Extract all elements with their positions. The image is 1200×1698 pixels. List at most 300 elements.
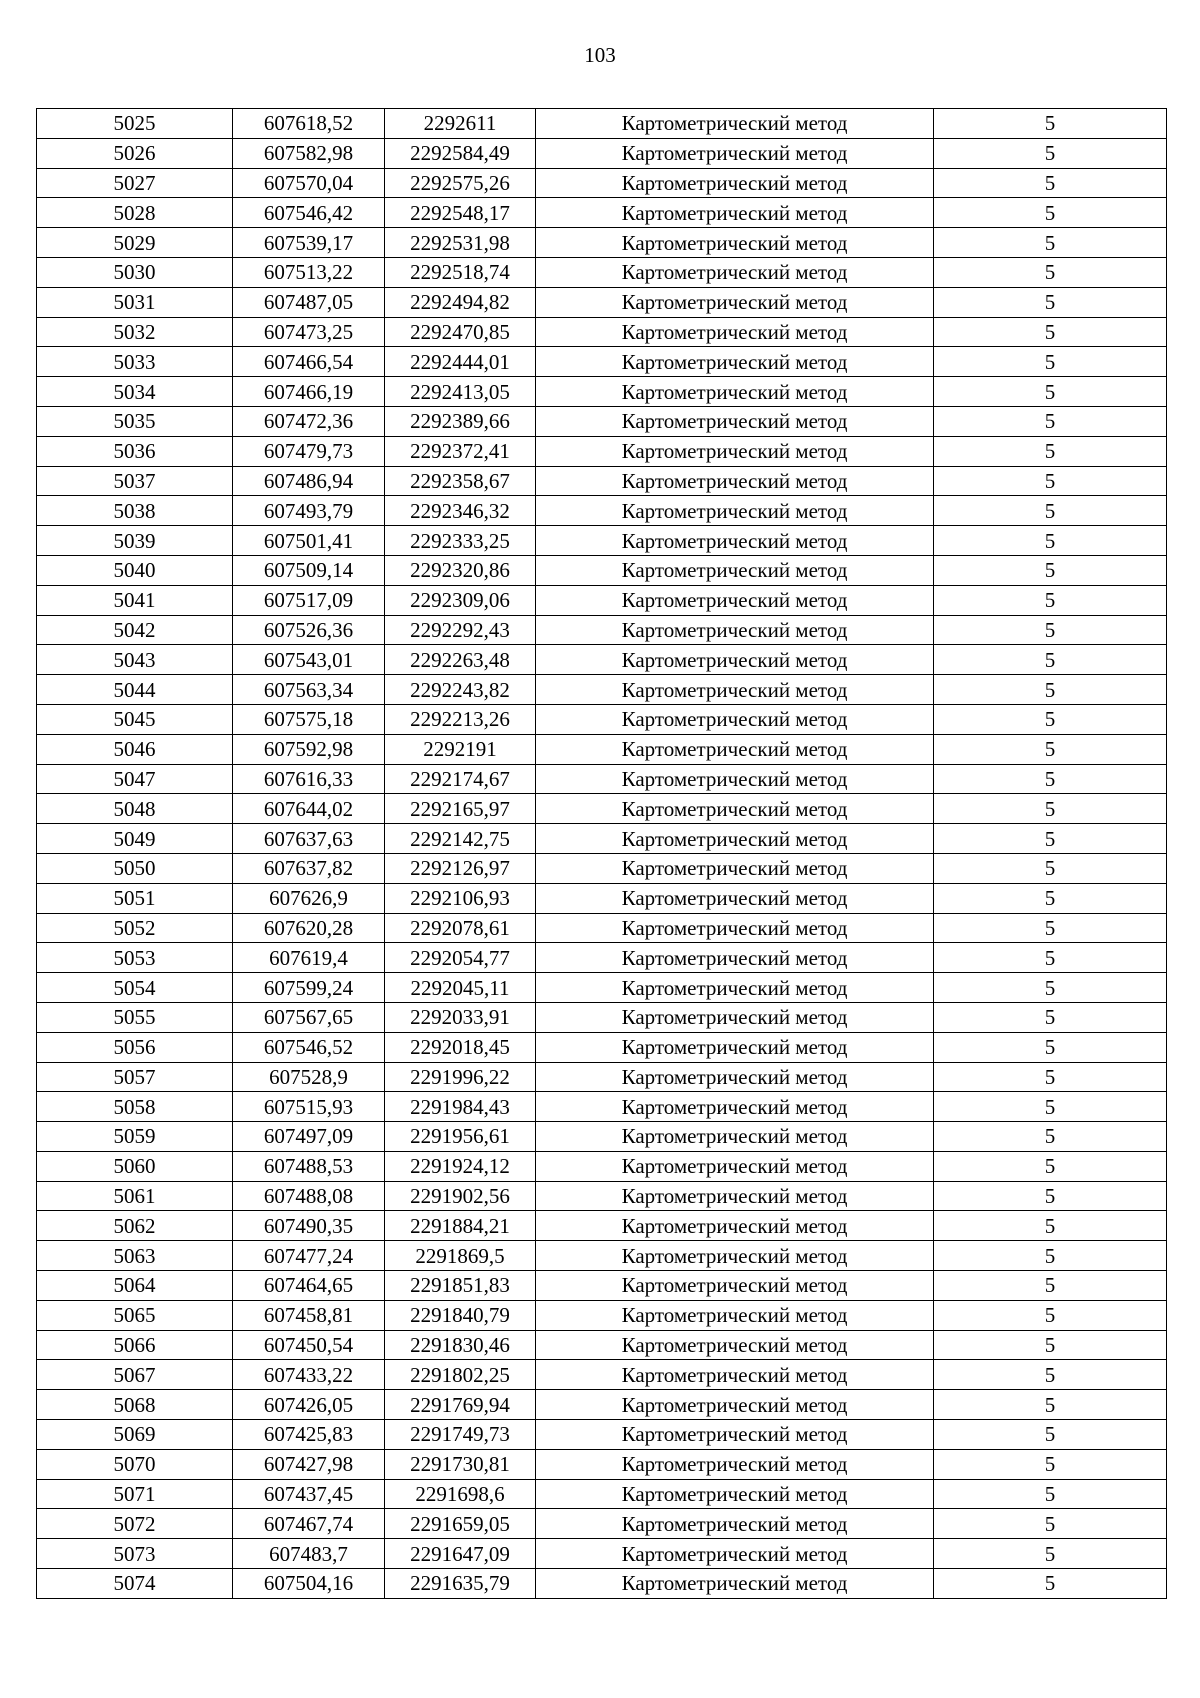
x-coordinate-cell: 607626,9 bbox=[233, 883, 385, 913]
x-coordinate-cell: 607483,7 bbox=[233, 1539, 385, 1569]
y-coordinate-cell: 2292165,97 bbox=[385, 794, 536, 824]
accuracy-cell: 5 bbox=[934, 317, 1167, 347]
table-row bbox=[37, 526, 1167, 556]
y-coordinate-cell: 2292584,49 bbox=[385, 138, 536, 168]
point-number-cell: 5041 bbox=[37, 585, 233, 615]
table-row bbox=[37, 615, 1167, 645]
x-coordinate-cell: 607528,9 bbox=[233, 1062, 385, 1092]
y-coordinate-cell: 2291659,05 bbox=[385, 1509, 536, 1539]
point-number-cell: 5067 bbox=[37, 1360, 233, 1390]
page-number: 103 bbox=[584, 43, 616, 67]
point-number-cell: 5047 bbox=[37, 764, 233, 794]
x-coordinate-cell: 607493,79 bbox=[233, 496, 385, 526]
method-cell: Картометрический метод bbox=[536, 1092, 934, 1122]
x-coordinate-cell: 607539,17 bbox=[233, 228, 385, 258]
x-coordinate-cell: 607620,28 bbox=[233, 913, 385, 943]
method-cell: Картометрический метод bbox=[536, 198, 934, 228]
method-cell: Картометрический метод bbox=[536, 228, 934, 258]
table-row bbox=[37, 1300, 1167, 1330]
accuracy-cell: 5 bbox=[934, 585, 1167, 615]
method-cell: Картометрический метод bbox=[536, 555, 934, 585]
table-row bbox=[37, 734, 1167, 764]
x-coordinate-cell: 607501,41 bbox=[233, 526, 385, 556]
x-coordinate-cell: 607582,98 bbox=[233, 138, 385, 168]
table-row bbox=[37, 1479, 1167, 1509]
method-cell: Картометрический метод bbox=[536, 347, 934, 377]
y-coordinate-cell: 2292444,01 bbox=[385, 347, 536, 377]
accuracy-cell: 5 bbox=[934, 109, 1167, 139]
accuracy-cell: 5 bbox=[934, 1002, 1167, 1032]
y-coordinate-cell: 2291902,56 bbox=[385, 1181, 536, 1211]
accuracy-cell: 5 bbox=[934, 138, 1167, 168]
point-number-cell: 5066 bbox=[37, 1330, 233, 1360]
method-cell: Картометрический метод bbox=[536, 496, 934, 526]
method-cell: Картометрический метод bbox=[536, 436, 934, 466]
accuracy-cell: 5 bbox=[934, 406, 1167, 436]
accuracy-cell: 5 bbox=[934, 794, 1167, 824]
y-coordinate-cell: 2292389,66 bbox=[385, 406, 536, 436]
y-coordinate-cell: 2292174,67 bbox=[385, 764, 536, 794]
point-number-cell: 5061 bbox=[37, 1181, 233, 1211]
y-coordinate-cell: 2292309,06 bbox=[385, 585, 536, 615]
y-coordinate-cell: 2292033,91 bbox=[385, 1002, 536, 1032]
x-coordinate-cell: 607466,54 bbox=[233, 347, 385, 377]
x-coordinate-cell: 607570,04 bbox=[233, 168, 385, 198]
y-coordinate-cell: 2292494,82 bbox=[385, 287, 536, 317]
y-coordinate-cell: 2292213,26 bbox=[385, 704, 536, 734]
accuracy-cell: 5 bbox=[934, 168, 1167, 198]
x-coordinate-cell: 607616,33 bbox=[233, 764, 385, 794]
table-row bbox=[37, 943, 1167, 973]
x-coordinate-cell: 607526,36 bbox=[233, 615, 385, 645]
table-row bbox=[37, 973, 1167, 1003]
x-coordinate-cell: 607467,74 bbox=[233, 1509, 385, 1539]
table-row bbox=[37, 168, 1167, 198]
accuracy-cell: 5 bbox=[934, 1271, 1167, 1301]
table-row bbox=[37, 585, 1167, 615]
x-coordinate-cell: 607575,18 bbox=[233, 704, 385, 734]
point-number-cell: 5042 bbox=[37, 615, 233, 645]
point-number-cell: 5071 bbox=[37, 1479, 233, 1509]
method-cell: Картометрический метод bbox=[536, 853, 934, 883]
accuracy-cell: 5 bbox=[934, 1211, 1167, 1241]
method-cell: Картометрический метод bbox=[536, 764, 934, 794]
point-number-cell: 5050 bbox=[37, 853, 233, 883]
y-coordinate-cell: 2292054,77 bbox=[385, 943, 536, 973]
y-coordinate-cell: 2292346,32 bbox=[385, 496, 536, 526]
point-number-cell: 5070 bbox=[37, 1449, 233, 1479]
x-coordinate-cell: 607497,09 bbox=[233, 1122, 385, 1152]
x-coordinate-cell: 607473,25 bbox=[233, 317, 385, 347]
method-cell: Картометрический метод bbox=[536, 1032, 934, 1062]
point-number-cell: 5029 bbox=[37, 228, 233, 258]
y-coordinate-cell: 2291698,6 bbox=[385, 1479, 536, 1509]
method-cell: Картометрический метод bbox=[536, 794, 934, 824]
accuracy-cell: 5 bbox=[934, 1181, 1167, 1211]
point-number-cell: 5060 bbox=[37, 1151, 233, 1181]
x-coordinate-cell: 607488,53 bbox=[233, 1151, 385, 1181]
accuracy-cell: 5 bbox=[934, 436, 1167, 466]
accuracy-cell: 5 bbox=[934, 1122, 1167, 1152]
table-row bbox=[37, 794, 1167, 824]
point-number-cell: 5043 bbox=[37, 645, 233, 675]
accuracy-cell: 5 bbox=[934, 1330, 1167, 1360]
method-cell: Картометрический метод bbox=[536, 1181, 934, 1211]
y-coordinate-cell: 2292142,75 bbox=[385, 824, 536, 854]
table-row bbox=[37, 317, 1167, 347]
x-coordinate-cell: 607437,45 bbox=[233, 1479, 385, 1509]
point-number-cell: 5056 bbox=[37, 1032, 233, 1062]
method-cell: Картометрический метод bbox=[536, 1449, 934, 1479]
x-coordinate-cell: 607472,36 bbox=[233, 406, 385, 436]
x-coordinate-cell: 607637,63 bbox=[233, 824, 385, 854]
method-cell: Картометрический метод bbox=[536, 615, 934, 645]
accuracy-cell: 5 bbox=[934, 824, 1167, 854]
x-coordinate-cell: 607509,14 bbox=[233, 555, 385, 585]
method-cell: Картометрический метод bbox=[536, 704, 934, 734]
table-row bbox=[37, 1449, 1167, 1479]
accuracy-cell: 5 bbox=[934, 734, 1167, 764]
point-number-cell: 5053 bbox=[37, 943, 233, 973]
point-number-cell: 5048 bbox=[37, 794, 233, 824]
table-row bbox=[37, 1509, 1167, 1539]
y-coordinate-cell: 2292333,25 bbox=[385, 526, 536, 556]
point-number-cell: 5052 bbox=[37, 913, 233, 943]
table-row bbox=[37, 1569, 1167, 1599]
table-row bbox=[37, 1002, 1167, 1032]
table-row bbox=[37, 377, 1167, 407]
y-coordinate-cell: 2292413,05 bbox=[385, 377, 536, 407]
method-cell: Картометрический метод bbox=[536, 1330, 934, 1360]
x-coordinate-cell: 607563,34 bbox=[233, 675, 385, 705]
y-coordinate-cell: 2292243,82 bbox=[385, 675, 536, 705]
point-number-cell: 5069 bbox=[37, 1420, 233, 1450]
point-number-cell: 5057 bbox=[37, 1062, 233, 1092]
y-coordinate-cell: 2291851,83 bbox=[385, 1271, 536, 1301]
x-coordinate-cell: 607426,05 bbox=[233, 1390, 385, 1420]
y-coordinate-cell: 2291769,94 bbox=[385, 1390, 536, 1420]
accuracy-cell: 5 bbox=[934, 645, 1167, 675]
point-number-cell: 5051 bbox=[37, 883, 233, 913]
table-row bbox=[37, 913, 1167, 943]
x-coordinate-cell: 607458,81 bbox=[233, 1300, 385, 1330]
table-row bbox=[37, 228, 1167, 258]
method-cell: Картометрический метод bbox=[536, 1211, 934, 1241]
y-coordinate-cell: 2292548,17 bbox=[385, 198, 536, 228]
y-coordinate-cell: 2292518,74 bbox=[385, 257, 536, 287]
y-coordinate-cell: 2292106,93 bbox=[385, 883, 536, 913]
y-coordinate-cell: 2292263,48 bbox=[385, 645, 536, 675]
y-coordinate-cell: 2292470,85 bbox=[385, 317, 536, 347]
y-coordinate-cell: 2292358,67 bbox=[385, 466, 536, 496]
accuracy-cell: 5 bbox=[934, 287, 1167, 317]
method-cell: Картометрический метод bbox=[536, 1360, 934, 1390]
accuracy-cell: 5 bbox=[934, 1360, 1167, 1390]
method-cell: Картометрический метод bbox=[536, 1062, 934, 1092]
method-cell: Картометрический метод bbox=[536, 1300, 934, 1330]
y-coordinate-cell: 2291647,09 bbox=[385, 1539, 536, 1569]
y-coordinate-cell: 2291730,81 bbox=[385, 1449, 536, 1479]
y-coordinate-cell: 2292018,45 bbox=[385, 1032, 536, 1062]
y-coordinate-cell: 2292126,97 bbox=[385, 853, 536, 883]
accuracy-cell: 5 bbox=[934, 555, 1167, 585]
method-cell: Картометрический метод bbox=[536, 526, 934, 556]
table-row bbox=[37, 1420, 1167, 1450]
table-row bbox=[37, 1122, 1167, 1152]
accuracy-cell: 5 bbox=[934, 1151, 1167, 1181]
accuracy-cell: 5 bbox=[934, 198, 1167, 228]
point-number-cell: 5044 bbox=[37, 675, 233, 705]
accuracy-cell: 5 bbox=[934, 496, 1167, 526]
point-number-cell: 5039 bbox=[37, 526, 233, 556]
y-coordinate-cell: 2291635,79 bbox=[385, 1569, 536, 1599]
method-cell: Картометрический метод bbox=[536, 1271, 934, 1301]
table-row bbox=[37, 496, 1167, 526]
table-row bbox=[37, 675, 1167, 705]
table-row bbox=[37, 257, 1167, 287]
method-cell: Картометрический метод bbox=[536, 257, 934, 287]
x-coordinate-cell: 607464,65 bbox=[233, 1271, 385, 1301]
method-cell: Картометрический метод bbox=[536, 168, 934, 198]
accuracy-cell: 5 bbox=[934, 1449, 1167, 1479]
point-number-cell: 5032 bbox=[37, 317, 233, 347]
table-row bbox=[37, 555, 1167, 585]
point-number-cell: 5036 bbox=[37, 436, 233, 466]
table-row bbox=[37, 138, 1167, 168]
method-cell: Картометрический метод bbox=[536, 675, 934, 705]
coordinates-table bbox=[36, 108, 1167, 1599]
point-number-cell: 5063 bbox=[37, 1241, 233, 1271]
table-row bbox=[37, 853, 1167, 883]
point-number-cell: 5026 bbox=[37, 138, 233, 168]
method-cell: Картометрический метод bbox=[536, 1390, 934, 1420]
y-coordinate-cell: 2292320,86 bbox=[385, 555, 536, 585]
accuracy-cell: 5 bbox=[934, 466, 1167, 496]
point-number-cell: 5064 bbox=[37, 1271, 233, 1301]
x-coordinate-cell: 607644,02 bbox=[233, 794, 385, 824]
x-coordinate-cell: 607490,35 bbox=[233, 1211, 385, 1241]
table-row bbox=[37, 1330, 1167, 1360]
point-number-cell: 5059 bbox=[37, 1122, 233, 1152]
table-row bbox=[37, 1211, 1167, 1241]
method-cell: Картометрический метод bbox=[536, 287, 934, 317]
x-coordinate-cell: 607546,52 bbox=[233, 1032, 385, 1062]
method-cell: Картометрический метод bbox=[536, 973, 934, 1003]
x-coordinate-cell: 607450,54 bbox=[233, 1330, 385, 1360]
y-coordinate-cell: 2291884,21 bbox=[385, 1211, 536, 1241]
x-coordinate-cell: 607592,98 bbox=[233, 734, 385, 764]
point-number-cell: 5040 bbox=[37, 555, 233, 585]
point-number-cell: 5027 bbox=[37, 168, 233, 198]
method-cell: Картометрический метод bbox=[536, 1241, 934, 1271]
table-row bbox=[37, 1062, 1167, 1092]
x-coordinate-cell: 607515,93 bbox=[233, 1092, 385, 1122]
accuracy-cell: 5 bbox=[934, 913, 1167, 943]
point-number-cell: 5065 bbox=[37, 1300, 233, 1330]
table-row bbox=[37, 883, 1167, 913]
method-cell: Картометрический метод bbox=[536, 138, 934, 168]
x-coordinate-cell: 607513,22 bbox=[233, 257, 385, 287]
method-cell: Картометрический метод bbox=[536, 943, 934, 973]
point-number-cell: 5025 bbox=[37, 109, 233, 139]
point-number-cell: 5045 bbox=[37, 704, 233, 734]
accuracy-cell: 5 bbox=[934, 943, 1167, 973]
table-row bbox=[37, 109, 1167, 139]
x-coordinate-cell: 607543,01 bbox=[233, 645, 385, 675]
accuracy-cell: 5 bbox=[934, 1092, 1167, 1122]
method-cell: Картометрический метод bbox=[536, 585, 934, 615]
table-row bbox=[37, 1271, 1167, 1301]
point-number-cell: 5028 bbox=[37, 198, 233, 228]
accuracy-cell: 5 bbox=[934, 1539, 1167, 1569]
y-coordinate-cell: 2291830,46 bbox=[385, 1330, 536, 1360]
x-coordinate-cell: 607433,22 bbox=[233, 1360, 385, 1390]
y-coordinate-cell: 2292191 bbox=[385, 734, 536, 764]
accuracy-cell: 5 bbox=[934, 1479, 1167, 1509]
y-coordinate-cell: 2292045,11 bbox=[385, 973, 536, 1003]
point-number-cell: 5030 bbox=[37, 257, 233, 287]
method-cell: Картометрический метод bbox=[536, 1151, 934, 1181]
method-cell: Картометрический метод bbox=[536, 1002, 934, 1032]
y-coordinate-cell: 2292575,26 bbox=[385, 168, 536, 198]
method-cell: Картометрический метод bbox=[536, 109, 934, 139]
point-number-cell: 5033 bbox=[37, 347, 233, 377]
accuracy-cell: 5 bbox=[934, 1300, 1167, 1330]
table-row bbox=[37, 645, 1167, 675]
y-coordinate-cell: 2292292,43 bbox=[385, 615, 536, 645]
accuracy-cell: 5 bbox=[934, 1032, 1167, 1062]
x-coordinate-cell: 607425,83 bbox=[233, 1420, 385, 1450]
method-cell: Картометрический метод bbox=[536, 1539, 934, 1569]
point-number-cell: 5031 bbox=[37, 287, 233, 317]
table-row bbox=[37, 287, 1167, 317]
x-coordinate-cell: 607479,73 bbox=[233, 436, 385, 466]
table-row bbox=[37, 704, 1167, 734]
method-cell: Картометрический метод bbox=[536, 377, 934, 407]
method-cell: Картометрический метод bbox=[536, 824, 934, 854]
table-row bbox=[37, 1032, 1167, 1062]
accuracy-cell: 5 bbox=[934, 615, 1167, 645]
accuracy-cell: 5 bbox=[934, 526, 1167, 556]
point-number-cell: 5034 bbox=[37, 377, 233, 407]
accuracy-cell: 5 bbox=[934, 973, 1167, 1003]
point-number-cell: 5035 bbox=[37, 406, 233, 436]
method-cell: Картометрический метод bbox=[536, 1569, 934, 1599]
point-number-cell: 5068 bbox=[37, 1390, 233, 1420]
x-coordinate-cell: 607619,4 bbox=[233, 943, 385, 973]
x-coordinate-cell: 607427,98 bbox=[233, 1449, 385, 1479]
table-row bbox=[37, 1390, 1167, 1420]
accuracy-cell: 5 bbox=[934, 377, 1167, 407]
y-coordinate-cell: 2292372,41 bbox=[385, 436, 536, 466]
method-cell: Картометрический метод bbox=[536, 1420, 934, 1450]
accuracy-cell: 5 bbox=[934, 883, 1167, 913]
table-row bbox=[37, 1241, 1167, 1271]
x-coordinate-cell: 607618,52 bbox=[233, 109, 385, 139]
method-cell: Картометрический метод bbox=[536, 913, 934, 943]
accuracy-cell: 5 bbox=[934, 1390, 1167, 1420]
table-row bbox=[37, 1539, 1167, 1569]
y-coordinate-cell: 2291924,12 bbox=[385, 1151, 536, 1181]
method-cell: Картометрический метод bbox=[536, 883, 934, 913]
x-coordinate-cell: 607637,82 bbox=[233, 853, 385, 883]
y-coordinate-cell: 2292531,98 bbox=[385, 228, 536, 258]
point-number-cell: 5074 bbox=[37, 1569, 233, 1599]
x-coordinate-cell: 607567,65 bbox=[233, 1002, 385, 1032]
point-number-cell: 5046 bbox=[37, 734, 233, 764]
x-coordinate-cell: 607486,94 bbox=[233, 466, 385, 496]
table-row bbox=[37, 1181, 1167, 1211]
table-row bbox=[37, 1360, 1167, 1390]
point-number-cell: 5037 bbox=[37, 466, 233, 496]
point-number-cell: 5073 bbox=[37, 1539, 233, 1569]
x-coordinate-cell: 607477,24 bbox=[233, 1241, 385, 1271]
x-coordinate-cell: 607466,19 bbox=[233, 377, 385, 407]
accuracy-cell: 5 bbox=[934, 853, 1167, 883]
accuracy-cell: 5 bbox=[934, 764, 1167, 794]
method-cell: Картометрический метод bbox=[536, 406, 934, 436]
method-cell: Картометрический метод bbox=[536, 734, 934, 764]
x-coordinate-cell: 607517,09 bbox=[233, 585, 385, 615]
method-cell: Картометрический метод bbox=[536, 1479, 934, 1509]
x-coordinate-cell: 607487,05 bbox=[233, 287, 385, 317]
coordinates-table-body bbox=[37, 109, 1167, 1599]
method-cell: Картометрический метод bbox=[536, 1122, 934, 1152]
y-coordinate-cell: 2291869,5 bbox=[385, 1241, 536, 1271]
method-cell: Картометрический метод bbox=[536, 645, 934, 675]
accuracy-cell: 5 bbox=[934, 1569, 1167, 1599]
accuracy-cell: 5 bbox=[934, 1420, 1167, 1450]
point-number-cell: 5072 bbox=[37, 1509, 233, 1539]
method-cell: Картометрический метод bbox=[536, 317, 934, 347]
accuracy-cell: 5 bbox=[934, 1062, 1167, 1092]
y-coordinate-cell: 2292611 bbox=[385, 109, 536, 139]
x-coordinate-cell: 607488,08 bbox=[233, 1181, 385, 1211]
point-number-cell: 5054 bbox=[37, 973, 233, 1003]
table-row bbox=[37, 406, 1167, 436]
x-coordinate-cell: 607546,42 bbox=[233, 198, 385, 228]
y-coordinate-cell: 2291749,73 bbox=[385, 1420, 536, 1450]
table-row bbox=[37, 466, 1167, 496]
point-number-cell: 5038 bbox=[37, 496, 233, 526]
table-row bbox=[37, 824, 1167, 854]
y-coordinate-cell: 2291984,43 bbox=[385, 1092, 536, 1122]
point-number-cell: 5049 bbox=[37, 824, 233, 854]
point-number-cell: 5062 bbox=[37, 1211, 233, 1241]
accuracy-cell: 5 bbox=[934, 1241, 1167, 1271]
accuracy-cell: 5 bbox=[934, 228, 1167, 258]
accuracy-cell: 5 bbox=[934, 675, 1167, 705]
accuracy-cell: 5 bbox=[934, 257, 1167, 287]
table-row bbox=[37, 436, 1167, 466]
accuracy-cell: 5 bbox=[934, 704, 1167, 734]
accuracy-cell: 5 bbox=[934, 1509, 1167, 1539]
y-coordinate-cell: 2292078,61 bbox=[385, 913, 536, 943]
y-coordinate-cell: 2291840,79 bbox=[385, 1300, 536, 1330]
y-coordinate-cell: 2291956,61 bbox=[385, 1122, 536, 1152]
accuracy-cell: 5 bbox=[934, 347, 1167, 377]
table-row bbox=[37, 1151, 1167, 1181]
table-row bbox=[37, 1092, 1167, 1122]
x-coordinate-cell: 607504,16 bbox=[233, 1569, 385, 1599]
table-row bbox=[37, 764, 1167, 794]
table-row bbox=[37, 198, 1167, 228]
method-cell: Картометрический метод bbox=[536, 1509, 934, 1539]
method-cell: Картометрический метод bbox=[536, 466, 934, 496]
table-row bbox=[37, 347, 1167, 377]
point-number-cell: 5058 bbox=[37, 1092, 233, 1122]
x-coordinate-cell: 607599,24 bbox=[233, 973, 385, 1003]
